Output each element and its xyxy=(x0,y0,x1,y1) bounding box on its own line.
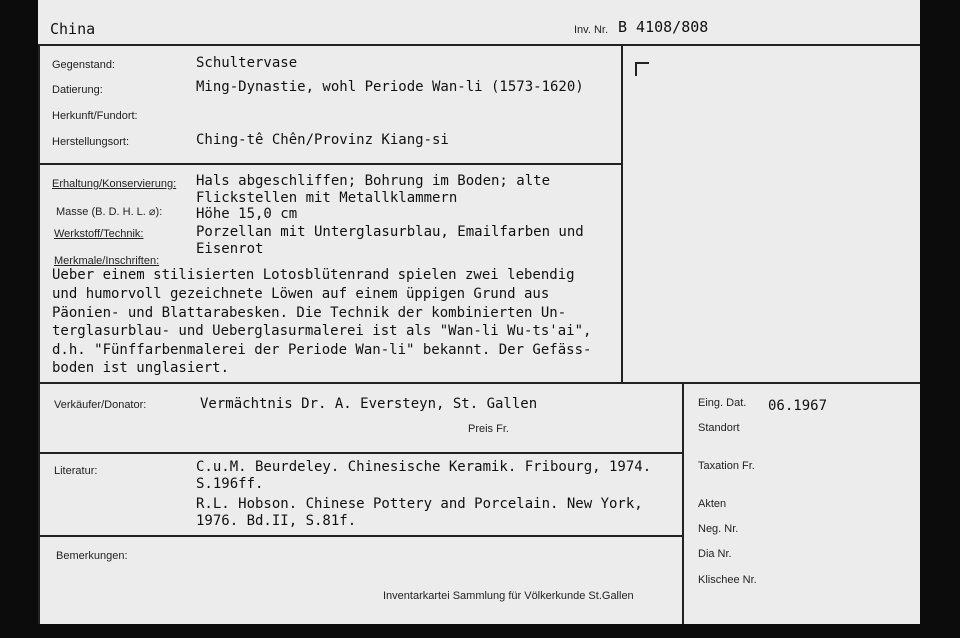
preis-label: Preis Fr. xyxy=(468,423,509,435)
merkmale-line: Päonien- und Blattarabesken. Die Technik der kombinierten Un- xyxy=(52,305,567,321)
section-divider-4 xyxy=(38,535,683,537)
bemerkungen-label: Bemerkungen: xyxy=(56,550,128,562)
dia-nr-label: Dia Nr. xyxy=(698,548,732,560)
merkmale-line: d.h. "Fünffarbenmalerei der Periode Wan-li" bekannt. Der Gefäss- xyxy=(52,342,592,358)
section-divider-2 xyxy=(38,382,920,384)
klischee-nr-label: Klischee Nr. xyxy=(698,574,757,586)
taxation-label: Taxation Fr. xyxy=(698,460,755,472)
section-divider-3 xyxy=(38,452,683,454)
inv-number-label: Inv. Nr. xyxy=(574,24,609,36)
akten-label: Akten xyxy=(698,498,727,510)
werkstoff-label: Werkstoff/Technik: xyxy=(54,228,144,240)
literatur-line: 1976. Bd.II, S.81f. xyxy=(196,513,357,529)
literatur-label: Literatur: xyxy=(54,465,98,477)
section-divider-1 xyxy=(38,163,622,165)
merkmale-line: Ueber einem stilisierten Lotosblütenrand spielen zwei lebendig xyxy=(52,267,575,283)
corner-mark-v xyxy=(635,62,637,76)
neg-nr-label: Neg. Nr. xyxy=(698,523,739,535)
corner-mark-h xyxy=(635,62,649,64)
literatur-line: C.u.M. Beurdeley. Chinesische Keramik. Fribourg, 1974. xyxy=(196,459,652,475)
verkaeufer-label xyxy=(54,399,146,411)
merkmale-line: und humorvoll gezeichnete Löwen auf einem üppigen Grund aus xyxy=(52,286,550,302)
werkstoff-value-2: Eisenrot xyxy=(196,241,264,257)
literatur-line: R.L. Hobson. Chinese Pottery and Porcelain. New York, xyxy=(196,496,643,512)
top-left-vertical xyxy=(621,44,623,382)
erhaltung-label: Erhaltung/Konservierung: xyxy=(52,178,177,190)
herstellungsort-label: Herstellungsort: xyxy=(52,136,130,148)
right-column-vertical xyxy=(682,382,684,624)
top-left-border xyxy=(38,44,40,624)
region-title: China xyxy=(50,20,96,38)
verkaeufer-label-text: Verkäufer/Donator: xyxy=(54,399,147,411)
verkaeufer-value: Vermächtnis Dr. A. Eversteyn, St. Gallen xyxy=(200,396,538,412)
inventory-card xyxy=(38,0,920,624)
header-divider xyxy=(38,44,920,46)
erhaltung-value-1: Hals abgeschliffen; Bohrung im Boden; alte xyxy=(196,173,551,189)
datierung-label: Datierung: xyxy=(52,84,103,96)
merkmale-line: boden ist unglasiert. xyxy=(52,360,230,376)
merkmale-line: terglasurblau- und Ueberglasurmalerei ist als "Wan-li Wu-ts'ai", xyxy=(52,323,592,339)
masse-label: Masse (B. D. H. L. ⌀): xyxy=(56,206,163,218)
standort-label: Standort xyxy=(698,422,740,434)
herkunft-label: Herkunft/Fundort: xyxy=(52,110,138,122)
gegenstand-value: Schultervase xyxy=(196,55,298,71)
eing-dat-label: Eing. Dat. xyxy=(698,397,747,409)
werkstoff-value-1: Porzellan mit Unterglasurblau, Emailfarben und xyxy=(196,224,584,240)
masse-value: Höhe 15,0 cm xyxy=(196,206,298,222)
inv-number: B 4108/808 xyxy=(618,18,709,36)
gegenstand-label: Gegenstand: xyxy=(52,59,115,71)
merkmale-label: Merkmale/Inschriften: xyxy=(54,255,160,267)
eing-dat-value: 06.1967 xyxy=(768,398,828,414)
footer-text: Inventarkartei Sammlung für Völkerkunde St.Gallen xyxy=(383,590,634,602)
literatur-line: S.196ff. xyxy=(196,476,264,492)
herstellungsort-value: Ching-tê Chên/Provinz Kiang-si xyxy=(196,132,449,148)
erhaltung-value-2: Flickstellen mit Metallklammern xyxy=(196,190,458,206)
datierung-value: Ming-Dynastie, wohl Periode Wan-li (1573-1620) xyxy=(196,79,584,95)
